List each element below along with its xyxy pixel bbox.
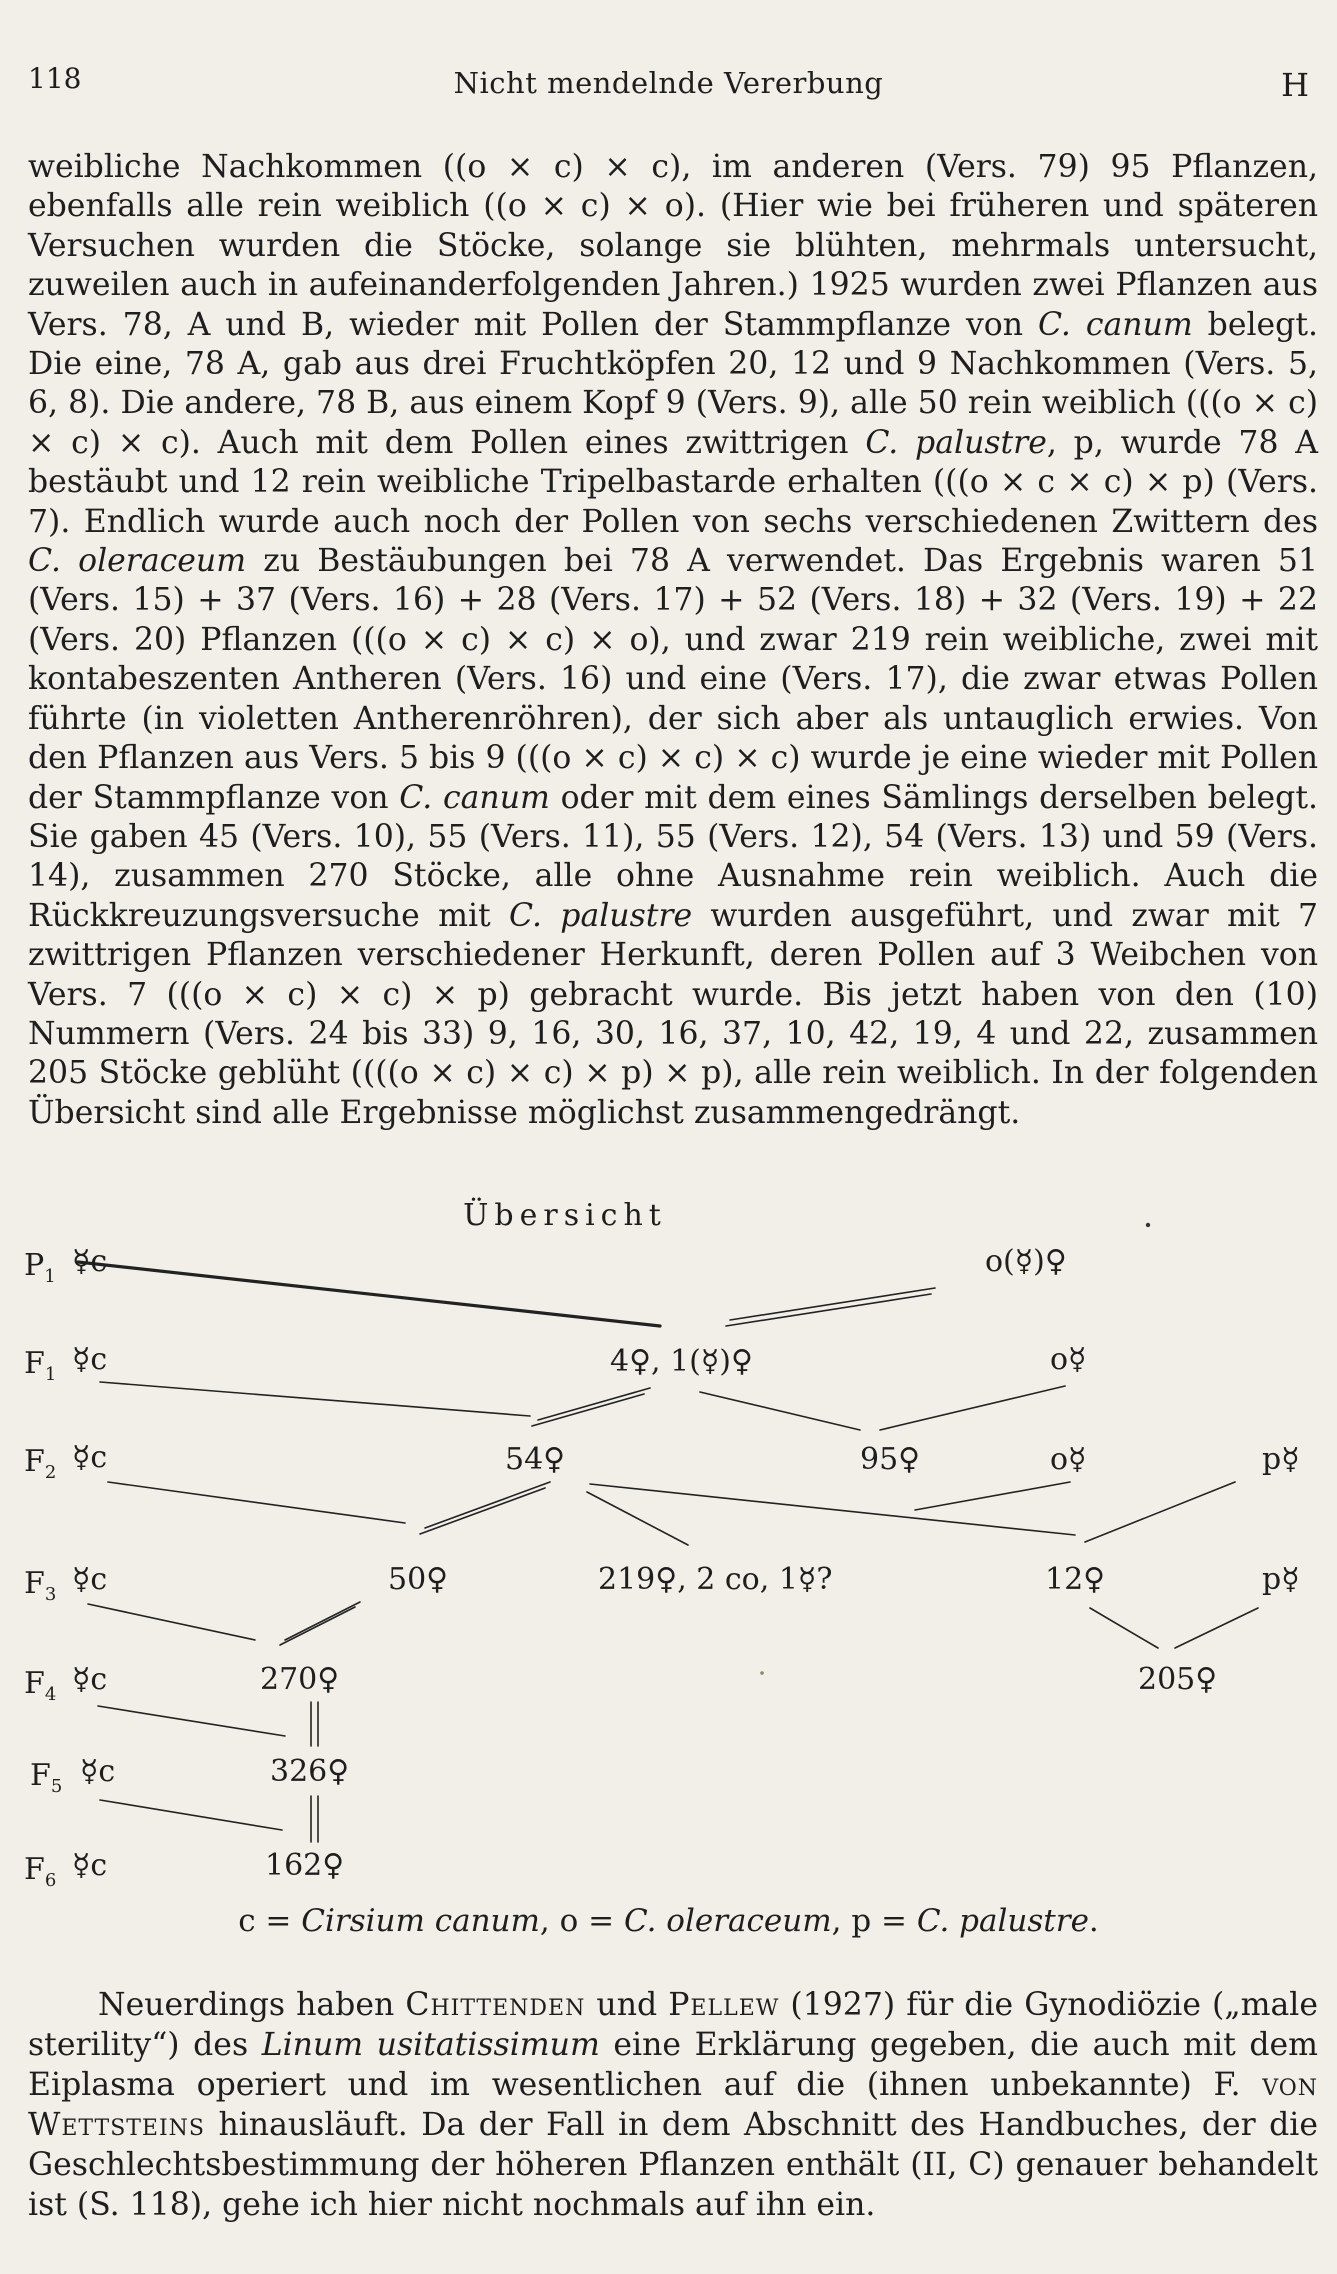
pedigree-line bbox=[100, 1800, 282, 1830]
node-oleraceum-hermaphrodite: o☿ bbox=[1050, 1442, 1087, 1477]
node-f3-12-female: 12♀ bbox=[1045, 1562, 1106, 1597]
print-speck bbox=[760, 1671, 764, 1675]
node-f1-offspring: 4♀, 1(☿)♀ bbox=[610, 1344, 753, 1379]
node-oleraceum-female: o(☿)♀ bbox=[985, 1244, 1067, 1279]
print-speck bbox=[1146, 1223, 1150, 1227]
species-name: C. oleraceum bbox=[28, 543, 247, 580]
text-run: Neuerdings haben bbox=[98, 1987, 406, 2023]
node-hermaphrodite-canum: ☿c bbox=[72, 1342, 108, 1377]
node-hermaphrodite-canum: ☿c bbox=[72, 1662, 108, 1697]
node-palustre-hermaphrodite: p☿ bbox=[1262, 1562, 1300, 1597]
generation-label-p1: $P_1$ bbox=[24, 1248, 56, 1287]
node-f3-219-female: 219♀, 2 co, 1☿? bbox=[598, 1562, 833, 1597]
pedigree-line bbox=[880, 1386, 1065, 1430]
species-name: C. canum bbox=[399, 779, 550, 816]
node-hermaphrodite-canum: ☿c bbox=[72, 1562, 108, 1597]
text-run: oder mit dem eines Sämlings derselben belegt. Sie gaben 45 (Vers. 10), 55 (Vers. 11), 55 (Vers. 12), 54 (Vers. 13) und 59 (Vers. 14), zusammen 270 Stöcke, alle ohne Ausnahme rein weiblich. Auch die Rückkreuzungsversuche mit bbox=[28, 779, 1318, 934]
species-name: Linum usitatissimum bbox=[261, 2027, 600, 2063]
pedigree-line bbox=[1085, 1482, 1235, 1542]
author-name: von Wettsteins bbox=[28, 2067, 1318, 2143]
text-run: weibliche Nachkommen ((o × c) × c), im anderen (Vers. 79) 95 Pflanzen, ebenfalls alle rein weiblich ((o × c) × o). (Hier wie bei früheren und späteren Versuchen wurden die Stöcke, solange sie blühten, mehrmals untersucht, zuweilen auch in aufeinanderfolgenden Jahren.) 1925 wurden zwei Pflanzen aus Vers. 78, A und B, wieder mit Pollen der Stammpflanze von bbox=[28, 149, 1318, 343]
node-palustre-hermaphrodite: p☿ bbox=[1262, 1442, 1300, 1477]
species-name: C. oleraceum bbox=[623, 1903, 832, 1939]
node-hermaphrodite-canum: ☿c bbox=[72, 1244, 108, 1279]
pedigree-line bbox=[590, 1484, 1075, 1535]
pedigree-line bbox=[915, 1482, 1070, 1510]
text-run: (1927) für die Gynodiözie („male sterility“) des bbox=[28, 1987, 1319, 2063]
diagram-title: Übersicht bbox=[463, 1198, 667, 1233]
pedigree-line bbox=[108, 1482, 405, 1523]
pedigree-line bbox=[78, 1262, 660, 1326]
generation-label-f1: $F_1$ bbox=[24, 1346, 57, 1385]
text-run: zu Bestäubungen bei 78 A verwendet. Das Ergebnis waren 51 (Vers. 15) + 37 (Vers. 16) + 28 (Vers. 17) + 52 (Vers. 18) + 32 (Vers. 19) + 22 (Vers. 20) Pflanzen (((o × c) × c) × o), und zwar 219 rein weibliche, zwei mit kontabeszenten Antheren (Vers. 16) und eine (Vers. 17), die zwar etwas Pollen führte (in violetten Antherenröhren), der sich aber als untauglich erwies. Von den Pflanzen aus Vers. 5 bis 9 (((o × c) × c) × c) wurde je eine wieder mit Pollen der Stammpflanze von bbox=[28, 543, 1318, 816]
pedigree-line bbox=[100, 1382, 530, 1416]
pedigree-line bbox=[532, 1394, 644, 1426]
species-name: C. palustre bbox=[509, 897, 693, 934]
generation-label-f3: $F_3$ bbox=[24, 1566, 57, 1605]
node-f4-205-female: 205♀ bbox=[1138, 1662, 1218, 1697]
species-name: C. palustre bbox=[865, 424, 1047, 461]
node-f2-95-female: 95♀ bbox=[860, 1442, 921, 1477]
diagram-legend: c = Cirsium canum, o = C. oleraceum, p = C. palustre. bbox=[238, 1903, 1099, 1939]
pedigree-line bbox=[587, 1492, 688, 1545]
running-header bbox=[28, 62, 1309, 112]
pedigree-line bbox=[88, 1604, 255, 1640]
pedigree-line bbox=[1175, 1608, 1258, 1648]
body-paragraph-2 bbox=[28, 1985, 1318, 2225]
node-oleraceum-hermaphrodite: o☿ bbox=[1050, 1342, 1087, 1377]
node-f2-54-female: 54♀ bbox=[505, 1442, 566, 1477]
pedigree-line bbox=[420, 1488, 545, 1534]
pedigree-line bbox=[425, 1482, 550, 1528]
text-run: belegt. Die eine, 78 A, gab aus drei Fruchtköpfen 20, 12 und 9 Nachkommen (Vers. 5, 6, 8). Die andere, 78 B, aus einem Kopf 9 (Vers. 9), alle 50 rein weiblich (((o × c) × c) × c). Auch mit dem Pollen eines zwittrigen bbox=[28, 306, 1319, 461]
species-name: C. canum bbox=[1037, 306, 1193, 343]
node-hermaphrodite-canum: ☿c bbox=[80, 1754, 116, 1789]
generation-label-f5: $F_5$ bbox=[30, 1758, 63, 1797]
text-run: eine Erklärung gegeben, die auch mit dem Eiplasma operiert und im wesentlichen auf die (ihnen unbekannte) F. bbox=[28, 2027, 1318, 2103]
text-run: wurden ausgeführt, und zwar mit 7 zwittrigen Pflanzen verschiedener Herkunft, deren Pollen auf 3 Weibchen von Vers. 7 (((o × c) × c) × p) gebracht wurde. Bis jetzt haben von den (10) Nummern (Vers. 24 bis 33) 9, 16, 30, 16, 37, 10, 42, 19, 4 und 22, zusammen 205 Stöcke geblüht ((((o × c) × c) × p) × p), alle rein weiblich. In der folgenden Übersicht sind alle Ergebnisse möglichst zusammengedrängt. bbox=[28, 897, 1318, 1131]
author-name: Pellew bbox=[668, 1987, 780, 2023]
author-name: Chittenden bbox=[405, 1987, 586, 2023]
node-f5-326-female: 326♀ bbox=[270, 1754, 350, 1789]
page-number: 118 bbox=[28, 62, 82, 95]
pedigree-line bbox=[1090, 1608, 1158, 1648]
body-paragraph-1 bbox=[28, 148, 1318, 1133]
generation-label-f4: $F_4$ bbox=[24, 1666, 57, 1705]
generation-label-f6: $F_6$ bbox=[24, 1852, 57, 1891]
node-hermaphrodite-canum: ☿c bbox=[72, 1440, 108, 1475]
pedigree-line bbox=[700, 1392, 860, 1430]
crossing-overview-diagram bbox=[0, 1180, 1337, 1960]
text-run: , p, wurde 78 A bestäubt und 12 rein weibliche Tripelbastarde erhalten (((o × c × c) × p) (Vers. 7). Endlich wurde auch noch der Pollen von sechs verschiedenen Zwittern des bbox=[28, 424, 1319, 540]
pedigree-line bbox=[730, 1288, 935, 1320]
text-run: und bbox=[585, 1987, 669, 2023]
node-f3-50-female: 50♀ bbox=[388, 1562, 449, 1597]
text-run: hinausläuft. Da der Fall in dem Abschnitt des Handbuches, der die Geschlechtsbestimmung der höheren Pflanzen enthält (II, C) genauer behandelt ist (S. 118), gehe ich hier nicht nochmals auf ihn ein. bbox=[28, 2107, 1318, 2223]
pedigree-line bbox=[726, 1294, 931, 1326]
node-hermaphrodite-canum: ☿c bbox=[72, 1848, 108, 1883]
pedigree-line bbox=[280, 1607, 355, 1645]
species-name: C. palustre bbox=[916, 1903, 1089, 1939]
section-letter: H bbox=[1281, 66, 1309, 104]
pedigree-line bbox=[285, 1602, 360, 1640]
generation-label-f2: $F_2$ bbox=[24, 1444, 57, 1483]
node-f4-270-female: 270♀ bbox=[260, 1662, 340, 1697]
species-name: Cirsium canum bbox=[301, 1903, 540, 1939]
node-f6-162-female: 162♀ bbox=[265, 1848, 345, 1883]
running-title: Nicht mendelnde Vererbung bbox=[453, 66, 884, 100]
pedigree-line bbox=[98, 1706, 285, 1736]
pedigree-line bbox=[538, 1388, 650, 1420]
